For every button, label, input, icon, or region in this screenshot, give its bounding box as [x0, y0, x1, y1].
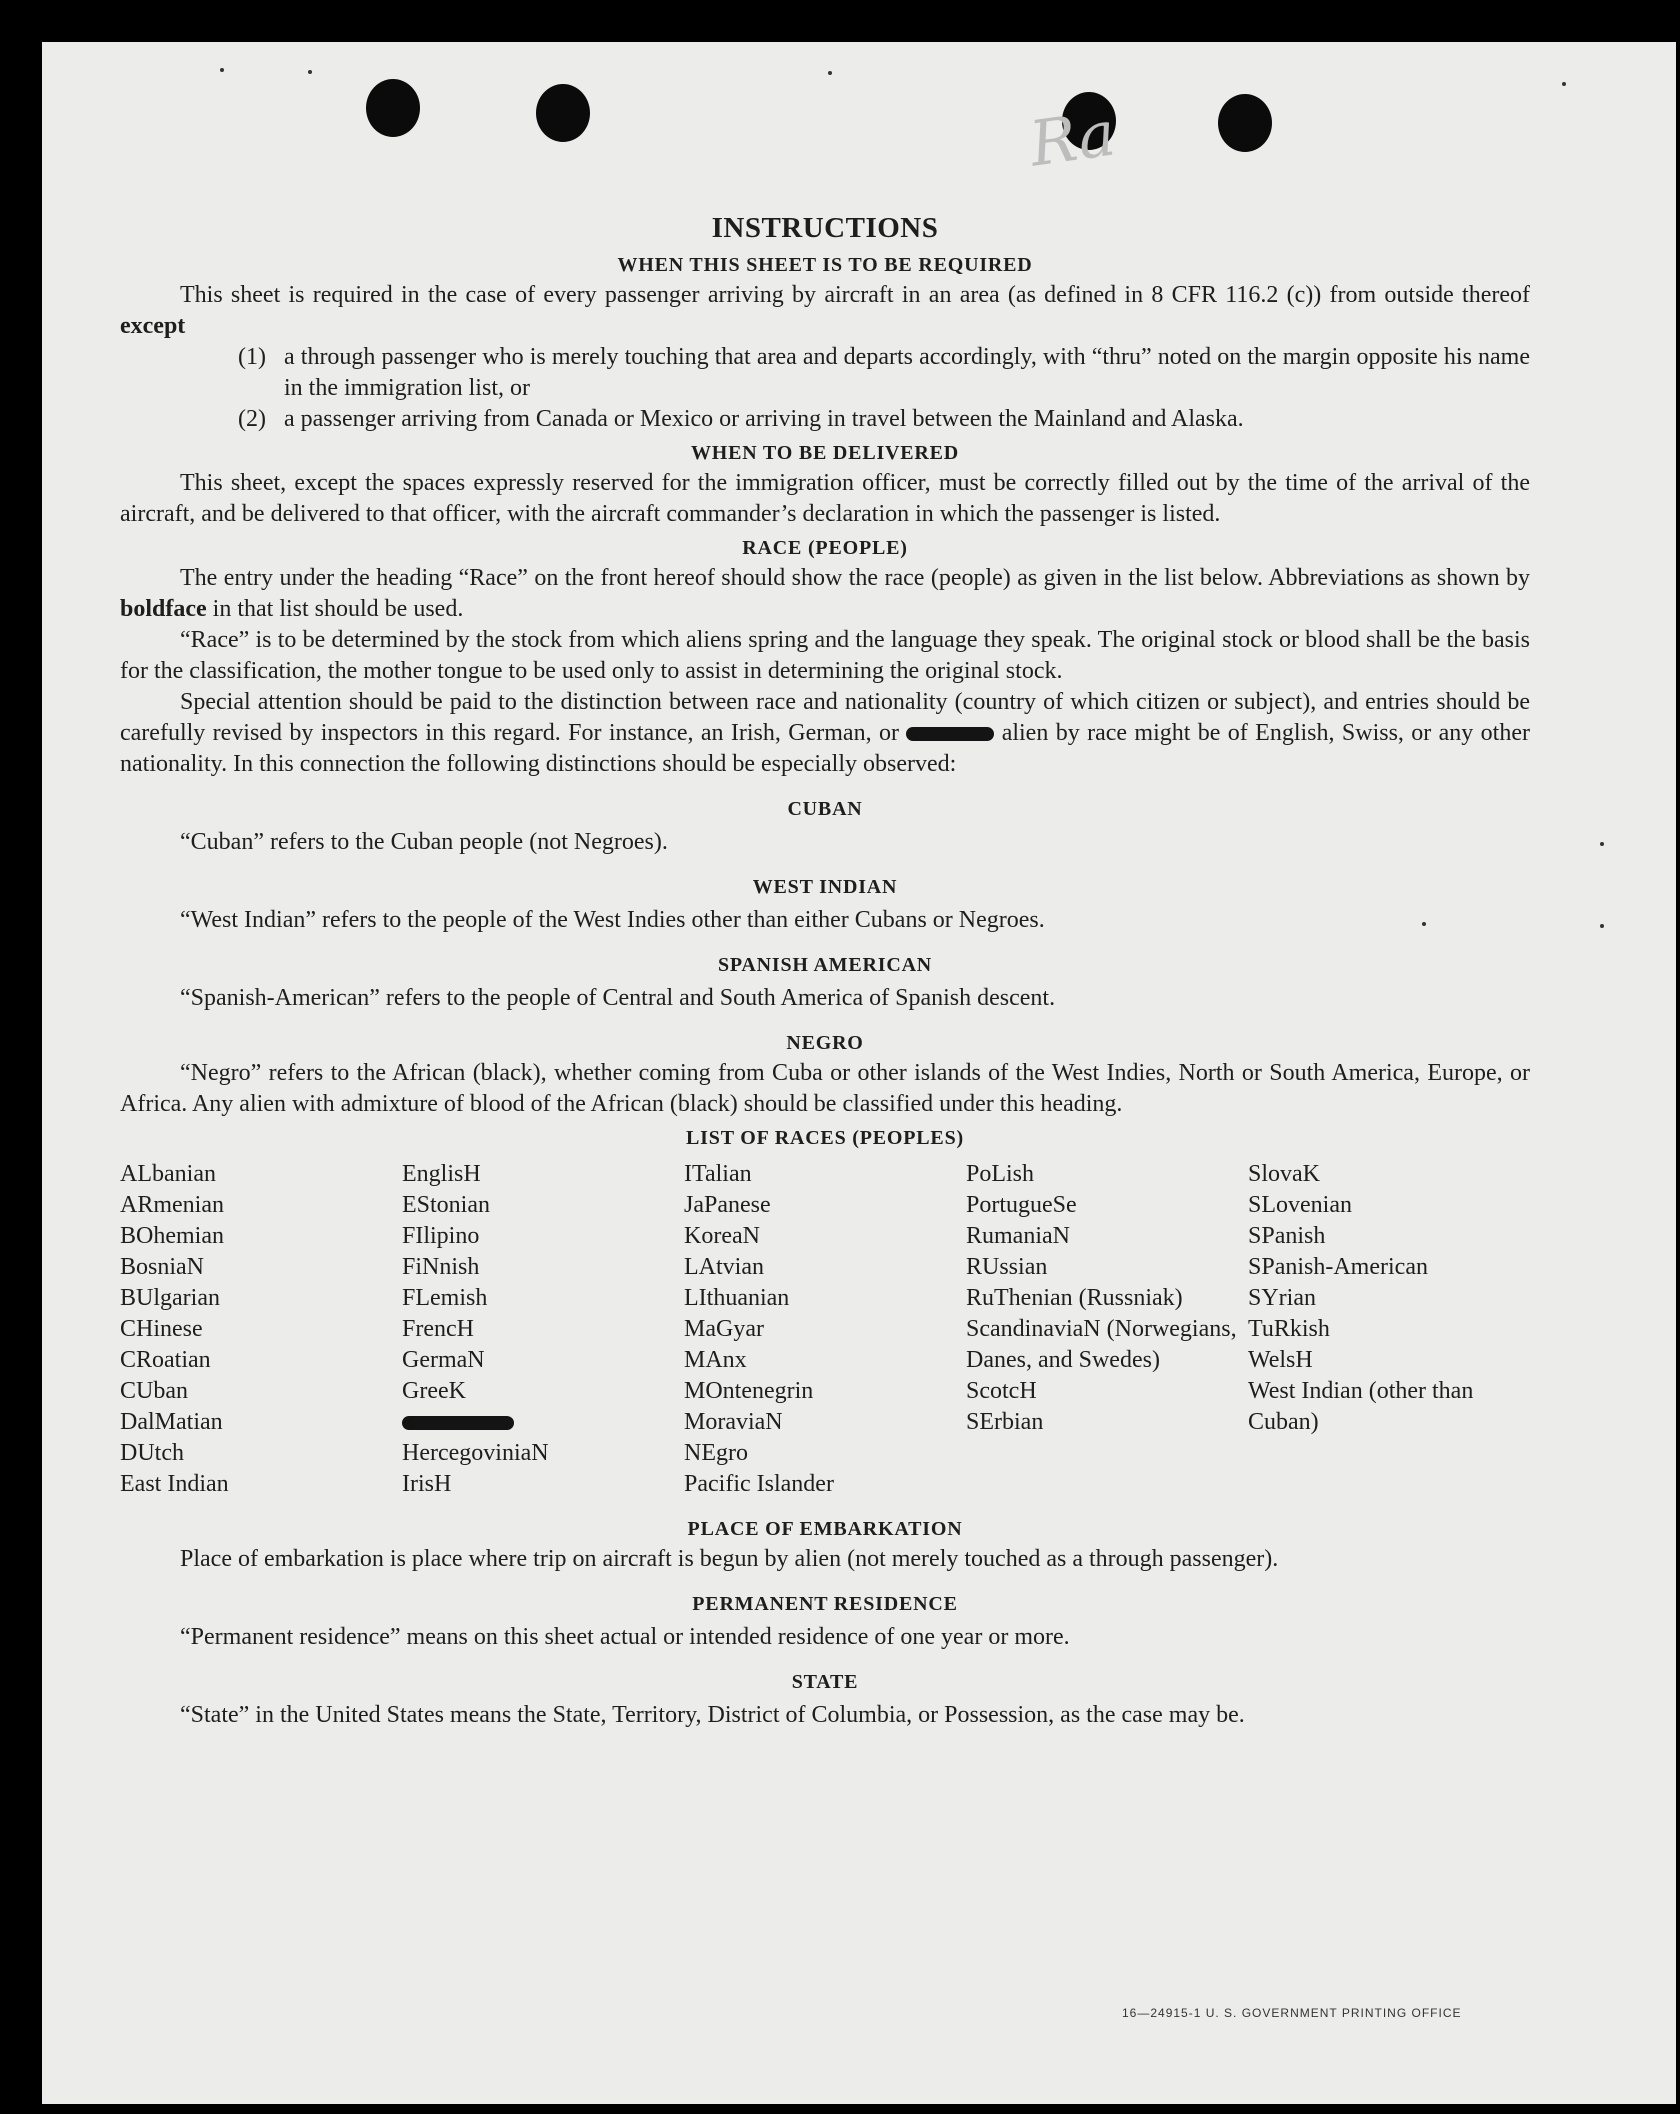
race-entry: PortugueSe [966, 1192, 1077, 1218]
race-entry: SErbian [966, 1409, 1044, 1435]
page-title: INSTRUCTIONS [711, 212, 939, 244]
race-entry: BOhemian [120, 1223, 224, 1249]
race-entry: West Indian (other than Cuban) [1248, 1378, 1474, 1435]
race-entry: FIlipino [402, 1223, 480, 1249]
race-entry: EStonian [402, 1192, 490, 1218]
race-entry: LAtvian [684, 1254, 764, 1280]
exception-item-1: (1) a through passenger who is merely touching that area and departs accordingly, with “thru” noted on the margin opposite his name in the immigration list, or [238, 344, 1530, 401]
race-entry: FiNnish [402, 1254, 480, 1280]
race-column-4 [966, 1159, 1248, 1500]
race-entry: NEgro [684, 1440, 748, 1466]
race-entry: ITalian [684, 1161, 752, 1187]
race-entry: GreeK [402, 1378, 466, 1404]
race-entry: KoreaN [684, 1223, 760, 1249]
race-entry-redacted [402, 1407, 684, 1438]
section-heading-spanish-american: SPANISH AMERICAN [717, 954, 933, 976]
race-paragraph-3: Special attention should be paid to the distinction between race and nationality (country of which citizen or subject), and entries should be carefully revised by inspectors in this regard. For instance, an Irish, German, or alien by race might be of English, Swiss, or any other nationality. In this connection the following distinctions should be especially observed: [120, 689, 1530, 777]
race-entry: TuRkish [1248, 1316, 1330, 1342]
race-entry: FLemish [402, 1285, 488, 1311]
race-entry: RUssian [966, 1254, 1048, 1280]
race-entry: DUtch [120, 1440, 184, 1466]
race-entry: MOntenegrin [684, 1378, 814, 1404]
race-entry: MoraviaN [684, 1409, 783, 1435]
race-entry: SlovaK [1248, 1161, 1320, 1187]
section-heading-when-delivered: WHEN TO BE DELIVERED [690, 442, 960, 464]
punch-hole [536, 84, 590, 142]
redaction-mark [402, 1416, 514, 1430]
race-entry: IrisH [402, 1471, 452, 1497]
when-delivered-text: This sheet, except the spaces expressly reserved for the immigration officer, must be correctly filled out by the time of the arrival of the aircraft, and be delivered to that officer, with the aircraft commander’s declaration in which the passenger is listed. [120, 470, 1530, 527]
permanent-residence-text: “Permanent residence” means on this sheet actual or intended residence of one year or more. [180, 1624, 1070, 1650]
race-entry: CRoatian [120, 1347, 211, 1373]
race-column-2 [402, 1159, 684, 1500]
race-entry: ARmenian [120, 1192, 224, 1218]
race-entry: ALbanian [120, 1161, 216, 1187]
speck [828, 71, 832, 75]
speck [220, 68, 224, 72]
race-paragraph-2: “Race” is to be determined by the stock from which aliens spring and the language they speak. The original stock or blood shall be the basis for the classification, the mother tongue to be used only to assist in determining the original stock. [120, 627, 1530, 684]
race-entry: PoLish [966, 1161, 1035, 1187]
race-entry: Pacific Islander [684, 1471, 834, 1497]
section-heading-west-indian: WEST INDIAN [752, 876, 898, 898]
exception-item-2: (2) a passenger arriving from Canada or Mexico or arriving in travel between the Mainland and Alaska. [238, 406, 1244, 432]
section-heading-permanent-residence: PERMANENT RESIDENCE [692, 1593, 958, 1615]
section-heading-embarkation: PLACE OF EMBARKATION [687, 1518, 963, 1540]
race-entry: SLovenian [1248, 1192, 1352, 1218]
race-entry: SYrian [1248, 1285, 1316, 1311]
race-entry: DalMatian [120, 1409, 223, 1435]
handwritten-mark: Ra [1025, 96, 1120, 181]
race-paragraph-1: The entry under the heading “Race” on the front hereof should show the race (people) as given in the list below. Abbreviations as shown by boldface in that list should be used. [120, 565, 1530, 622]
race-entry: GermaN [402, 1347, 485, 1373]
speck [1600, 924, 1604, 928]
race-entry: SPanish [1248, 1223, 1326, 1249]
race-entry: CUban [120, 1378, 188, 1404]
punch-hole [1218, 94, 1272, 152]
race-entry: BosniaN [120, 1254, 204, 1280]
section-heading-race: RACE (PEOPLE) [742, 537, 908, 559]
negro-text: “Negro” refers to the African (black), whether coming from Cuba or other islands of the West Indies, North or South America, Europe, or Africa. Any alien with admixture of blood of the African (black) should be classified under this heading. [120, 1060, 1530, 1117]
race-entry: SPanish-American [1248, 1254, 1428, 1280]
race-entry: ScotcH [966, 1378, 1037, 1404]
document-sheet [42, 42, 1676, 2104]
race-entry: RuThenian (Russniak) [966, 1285, 1183, 1311]
race-list [120, 1159, 1530, 1500]
section-heading-negro: NEGRO [786, 1032, 864, 1054]
instructions-content [120, 206, 1530, 1731]
speck [1600, 842, 1604, 846]
race-entry: WelsH [1248, 1347, 1313, 1373]
west-indian-text: “West Indian” refers to the people of the West Indies other than either Cubans or Negroes. [180, 907, 1045, 933]
race-entry: LIthuanian [684, 1285, 790, 1311]
punch-hole [366, 79, 420, 137]
spanish-american-text: “Spanish-American” refers to the people of Central and South America of Spanish descent. [180, 985, 1056, 1011]
redaction-mark [906, 727, 994, 741]
when-required-intro: This sheet is required in the case of every passenger arriving by aircraft in an area (as defined in 8 CFR 116.2 (c)) from outside thereof except [120, 282, 1530, 339]
state-text: “State” in the United States means the State, Territory, District of Columbia, or Possession, as the case may be. [180, 1702, 1245, 1728]
embarkation-text: Place of embarkation is place where trip on aircraft is begun by alien (not merely touched as a through passenger). [180, 1546, 1279, 1572]
speck [1562, 82, 1566, 86]
race-column-1 [120, 1159, 402, 1500]
race-entry: BUlgarian [120, 1285, 220, 1311]
race-column-5 [1248, 1159, 1530, 1500]
section-heading-state: STATE [791, 1671, 859, 1693]
race-entry: CHinese [120, 1316, 203, 1342]
section-heading-when-required: WHEN THIS SHEET IS TO BE REQUIRED [617, 254, 1033, 276]
speck [308, 70, 312, 74]
race-entry: MaGyar [684, 1316, 764, 1342]
race-entry: JaPanese [684, 1192, 771, 1218]
race-entry: ScandinaviaN (Norwegians, Danes, and Swedes) [966, 1316, 1237, 1373]
race-entry: HercegoviniaN [402, 1440, 549, 1466]
race-entry: RumaniaN [966, 1223, 1070, 1249]
race-entry: MAnx [684, 1347, 747, 1373]
race-entry: EnglisH [402, 1161, 481, 1187]
race-entry: East Indian [120, 1471, 229, 1497]
cuban-text: “Cuban” refers to the Cuban people (not Negroes). [180, 829, 668, 855]
section-heading-list-of-races: LIST OF RACES (PEOPLES) [686, 1127, 964, 1149]
printing-office-footer: 16—24915-1 U. S. GOVERNMENT PRINTING OFFICE [1122, 2006, 1462, 2020]
race-column-3 [684, 1159, 966, 1500]
section-heading-cuban: CUBAN [787, 798, 863, 820]
race-entry: FrencH [402, 1316, 474, 1342]
